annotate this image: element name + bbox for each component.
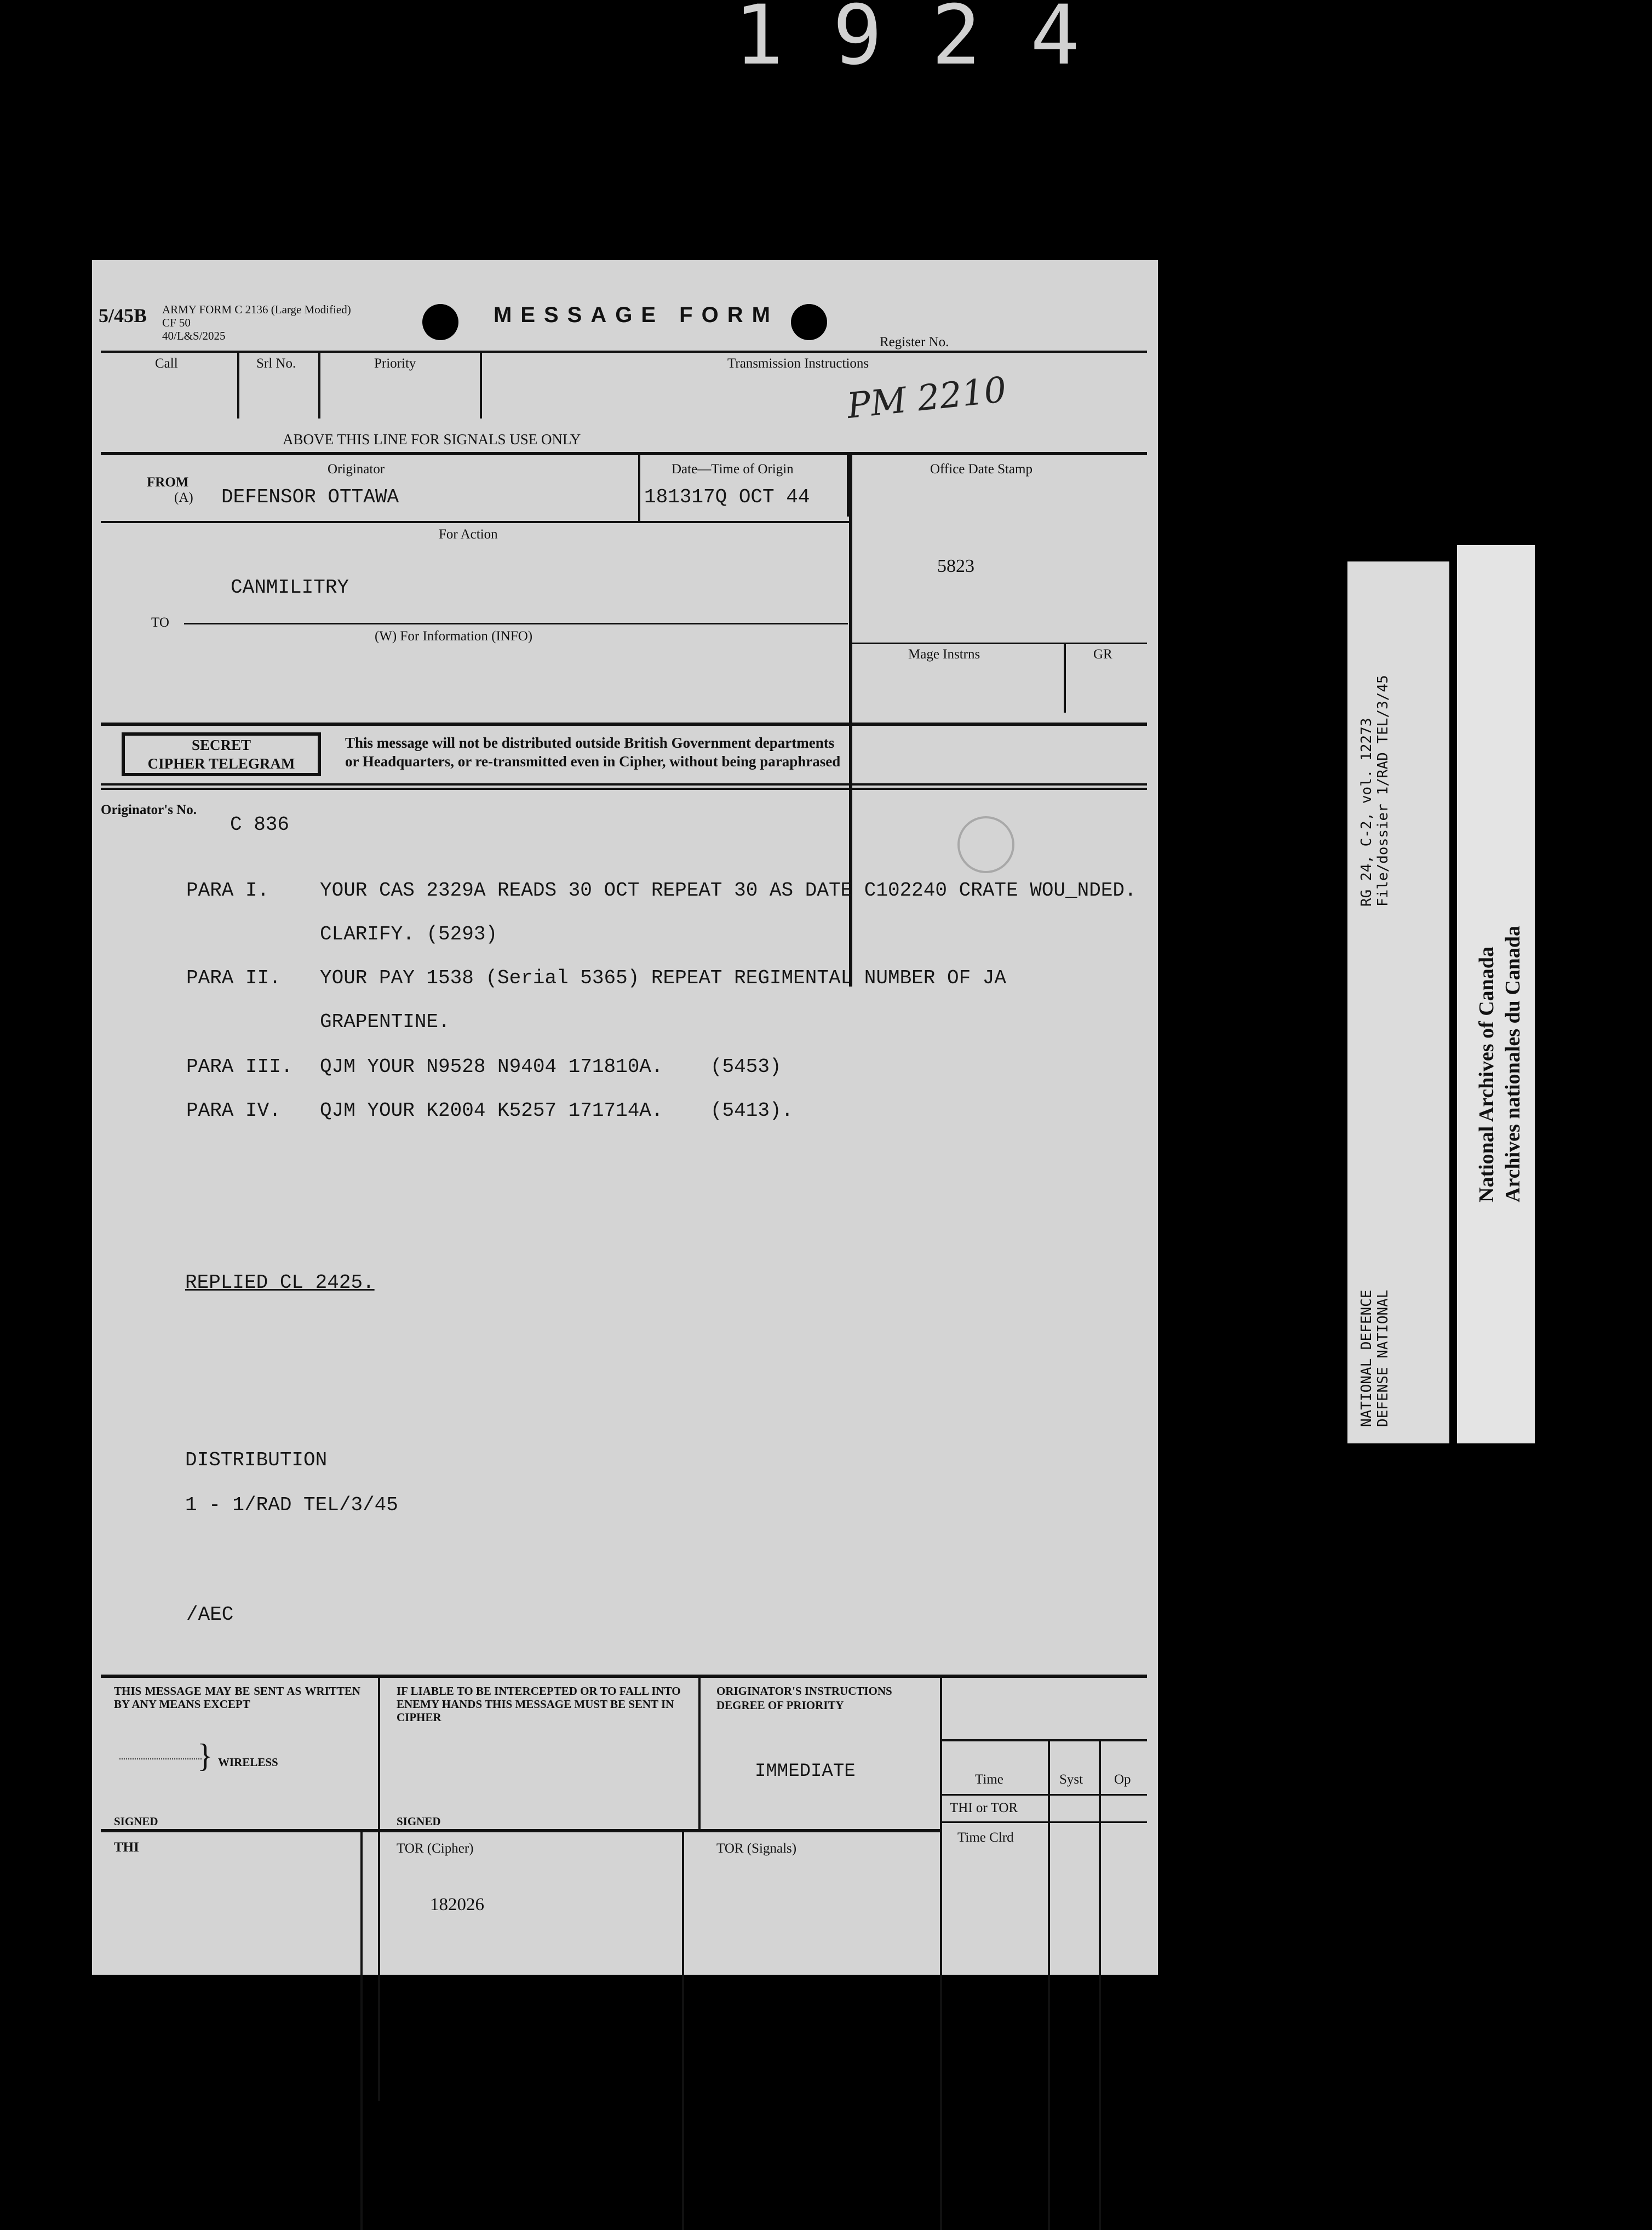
archive-reference-strip [1347,561,1449,1443]
call-label: Call [155,356,178,371]
footer-box1-text: THIS MESSAGE MAY BE SENT AS WRITTEN BY ANY MEANS EXCEPT [114,1684,360,1711]
divider [1099,1741,1101,2230]
para-2-label: PARA II. [186,967,281,989]
initials: /AEC [186,1603,234,1626]
archive-ref-line2: File/dossier 1/RAD TEL/3/45 [1375,675,1391,907]
divider [378,1677,380,2101]
archive-dept [1358,1290,1391,1427]
divider [682,1831,684,2230]
divider [360,1831,363,2230]
for-action-label: For Action [439,527,498,542]
stamp-number: 5823 [937,556,974,576]
notice-line1: This message will not be distributed outside British Government departments [345,735,835,751]
rule-to [184,623,848,624]
rule-footer-top [101,1675,1147,1678]
thi-or-tor-label: THI or TOR [950,1801,1018,1815]
info-label: (W) For Information (INFO) [375,629,533,644]
rule-top [101,351,1147,353]
punch-hole-left [422,304,458,340]
secret-line2: CIPHER TELEGRAM [147,755,295,772]
secret-box [122,732,321,776]
divider [1064,644,1066,713]
archive-dept-line2: DEFENSE NATIONAL [1375,1289,1391,1427]
originator-label: Originator [328,462,385,477]
signals-use-line: ABOVE THIS LINE FOR SIGNALS USE ONLY [283,431,581,448]
archive-ref-line1: RG 24, C-2, vol. 12273 [1358,718,1375,907]
secret-line1: SECRET [191,737,251,753]
from-sub-label: (A) [174,490,193,505]
replied-note: REPLIED CL 2425. [185,1271,375,1294]
wireless-label: WIRELESS [218,1756,278,1769]
divider [1048,1741,1050,2230]
army-form-line2: CF 50 [162,316,191,329]
handwritten-time: PM 2210 [845,369,1008,427]
divider [849,455,852,987]
rule-time-top [942,1739,1147,1741]
archives-en: National Archives of Canada [1475,947,1498,1202]
originator-value: DEFENSOR OTTAWA [221,486,399,508]
rule-footer-mid [101,1829,941,1832]
distribution-label: DISTRIBUTION [185,1449,328,1471]
box3-line1: ORIGINATOR'S INSTRUCTIONS [716,1684,892,1698]
office-stamp-label: Office Date Stamp [930,462,1032,477]
para-2-line2: GRAPENTINE. [320,1011,450,1033]
rule-secret-bottom2 [101,788,1147,790]
para-4-label: PARA IV. [186,1099,281,1122]
army-form-line1: ARMY FORM C 2136 (Large Modified) [162,303,351,316]
divider [237,352,239,419]
priority-label: Priority [374,356,416,371]
dto-value: 181317Q OCT 44 [644,486,810,508]
from-label: FROM [147,475,189,490]
register-no-label: Register No. [880,335,949,349]
frame-number: 1924 [734,0,1129,83]
rule-signals [101,452,1147,455]
transmission-label: Transmission Instructions [727,356,869,371]
divider [698,1677,701,1830]
para-1-line1: YOUR CAS 2329A READS 30 OCT REPEAT 30 AS DATE C102240 CRATE WOU_NDED. [320,879,1137,902]
wireless-blank [119,1758,202,1759]
divider [638,455,640,522]
mage-instrns-label: Mage Instrns [908,647,980,662]
rule-time-low [942,1821,1147,1823]
divider [480,352,482,419]
signed-label-1: SIGNED [114,1815,158,1828]
footer-box2-text: IF LIABLE TO BE INTERCEPTED OR TO FALL INTO ENEMY HANDS THIS MESSAGE MUST BE SENT IN CIPHER [397,1684,681,1724]
archive-ref [1358,675,1391,907]
notice-text [345,733,840,771]
originators-no-label: Originator's No. [101,802,197,817]
thi-label: THI [114,1840,139,1855]
dto-label: Date—Time of Origin [672,462,794,477]
archives-canada-strip [1457,545,1535,1443]
tor-cipher-value: 182026 [430,1895,484,1914]
op-label: Op [1114,1772,1131,1787]
form-ref-left: 5/45B [99,305,147,326]
archives-fr: Archives nationales du Canada [1501,925,1524,1202]
tor-cipher-label: TOR (Cipher) [397,1841,474,1856]
para-3-label: PARA III. [186,1056,293,1078]
to-label: TO [151,615,169,630]
signed-label-2: SIGNED [397,1815,441,1828]
distribution-value: 1 - 1/RAD TEL/3/45 [185,1494,398,1516]
syst-label: Syst [1059,1772,1083,1787]
archives-label [1473,926,1526,1202]
time-clrd-label: Time Clrd [957,1830,1014,1845]
srl-no-label: Srl No. [256,356,296,371]
para-2-line1: YOUR PAY 1538 (Serial 5365) REPEAT REGIMENTAL NUMBER OF JA [320,967,1007,989]
archive-dept-line1: NATIONAL DEFENCE [1358,1289,1375,1427]
para-4-line1: QJM YOUR K2004 K5257 171714A. (5413). [320,1099,794,1122]
notice-line2: or Headquarters, or re-transmitted even in Cipher, without being paraphrased [345,753,841,770]
rule-secret-bottom1 [101,783,1147,786]
originators-no-value: C 836 [230,813,290,836]
army-form-line3: 40/L&S/2025 [162,329,226,342]
message-form-sheet [92,260,1158,1975]
priority-value: IMMEDIATE [755,1761,856,1782]
punch-hole-right [791,304,827,340]
para-3-line1: QJM YOUR N9528 N9404 171810A. (5453) [320,1056,782,1078]
divider [318,352,320,419]
para-1-line2: CLARIFY. (5293) [320,923,498,945]
form-title: MESSAGE FORM [494,303,779,327]
divider [940,1677,942,2230]
rule-time-mid [942,1794,1147,1796]
rule-secret-top [101,723,1147,726]
for-action-value: CANMILITRY [231,576,349,599]
rule-mage [851,643,1147,644]
rule-originator [101,521,851,523]
box3-line2: DEGREE OF PRIORITY [716,1699,844,1712]
brace: } [197,1738,213,1774]
time-label: Time [975,1772,1003,1787]
tor-signals-label: TOR (Signals) [716,1841,797,1856]
para-1-label: PARA I. [186,879,269,902]
gr-label: GR [1093,647,1112,662]
stamp-mark [957,816,1014,873]
